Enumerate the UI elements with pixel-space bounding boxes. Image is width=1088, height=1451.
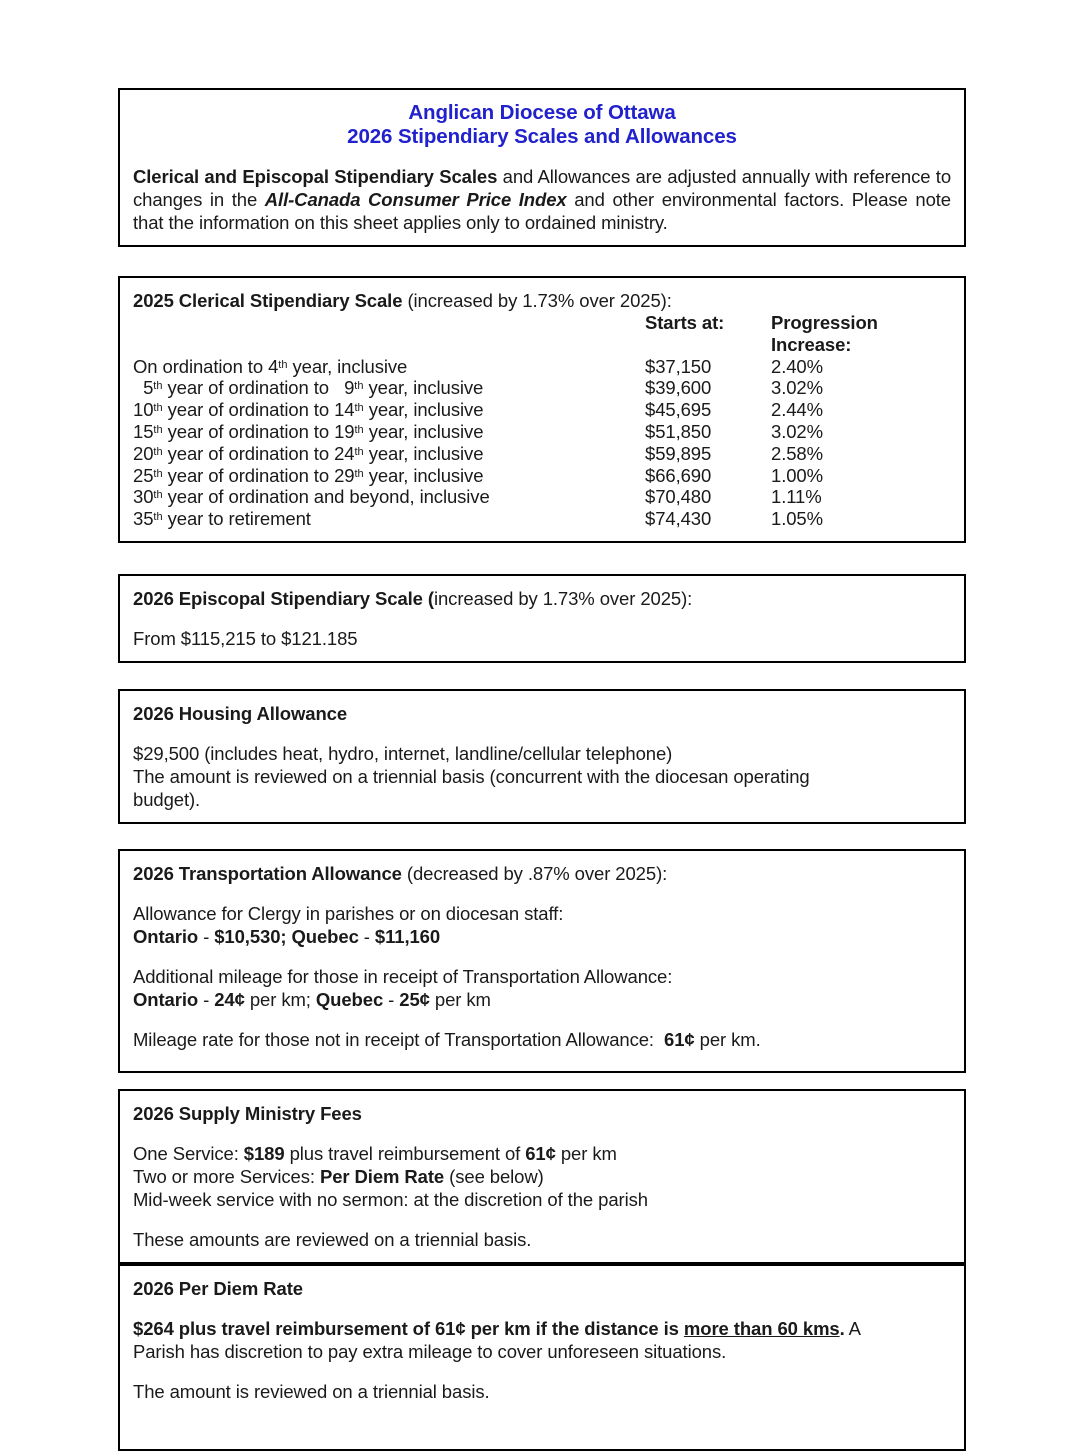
row-starts-at: $59,895 — [645, 442, 712, 464]
col-header-starts-at: Starts at: — [645, 312, 725, 333]
row-label: 5th year of ordination to 9th year, inclusive — [133, 377, 484, 399]
one-service-line: One Service: $189 plus travel reimbursement of 61¢ per km — [133, 1142, 617, 1164]
table-row — [133, 508, 951, 530]
row-starts-at: $37,150 — [645, 355, 712, 377]
row-label: 20th year of ordination to 24th year, inclusive — [133, 442, 484, 464]
table-row — [133, 443, 951, 465]
episcopal-scale-range: From $115,215 to $121.185 — [133, 627, 358, 649]
table-row — [133, 377, 951, 399]
row-label: 25th year of ordination to 29th year, inclusive — [133, 464, 484, 486]
per-diem-heading: 2026 Per Diem Rate — [133, 1277, 303, 1299]
clergy-allowance-amounts: Ontario - $10,530; Quebec - $11,160 — [133, 925, 441, 947]
transportation-allowance-box — [118, 849, 966, 1073]
housing-allowance-details: $29,500 (includes heat, hydro, internet, landline/cellular telephone) The amount is reviewed on a triennial basis (concurrent with the diocesan operating budget). — [133, 742, 810, 810]
row-starts-at: $74,430 — [645, 508, 712, 530]
row-progression-increase: 2.44% — [771, 399, 823, 421]
row-starts-at: $70,480 — [645, 486, 712, 508]
table-row — [133, 399, 951, 421]
supply-fees-heading: 2026 Supply Ministry Fees — [133, 1102, 362, 1124]
two-services-line: Two or more Services: Per Diem Rate (see below) — [133, 1165, 544, 1187]
clerical-scale-heading: 2025 Clerical Stipendiary Scale (increased by 1.73% over 2025): — [133, 290, 672, 311]
additional-mileage-label: Additional mileage for those in receipt of Transportation Allowance: — [133, 965, 673, 987]
supply-ministry-fees-box — [118, 1089, 966, 1264]
housing-allowance-box — [118, 689, 966, 824]
table-row — [133, 421, 951, 443]
clerical-scale-table — [133, 312, 951, 530]
row-progression-increase: 3.02% — [771, 420, 823, 442]
table-row — [133, 356, 951, 378]
row-progression-increase: 2.58% — [771, 442, 823, 464]
doc-title-line1: Anglican Diocese of Ottawa — [408, 101, 676, 124]
row-label: 10th year of ordination to 14th year, inclusive — [133, 399, 484, 421]
housing-allowance-heading: 2026 Housing Allowance — [133, 702, 348, 724]
clerical-scale-box — [118, 276, 966, 543]
per-diem-details: $264 plus travel reimbursement of 61¢ per km if the distance is more than 60 kms. A Parish has discretion to pay extra mileage to cover unforeseen situations. — [133, 1317, 861, 1362]
table-body — [133, 356, 951, 530]
row-progression-increase: 1.11% — [771, 486, 822, 508]
episcopal-scale-heading: 2026 Episcopal Stipendiary Scale (increased by 1.73% over 2025): — [133, 587, 693, 609]
row-progression-increase: 2.40% — [771, 355, 823, 377]
row-progression-increase: 3.02% — [771, 377, 823, 399]
row-label: 15th year of ordination to 19th year, inclusive — [133, 420, 484, 442]
mileage-rate-line: Mileage rate for those not in receipt of Transportation Allowance: 61¢ per km. — [133, 1028, 761, 1050]
intro-paragraph: Clerical and Episcopal Stipendiary Scales and Allowances are adjusted annually with reference to changes in the All-Canada Consumer Price Index and other environmental factors. Please note that the information on this sheet applies only to ordained ministry. — [133, 166, 952, 233]
row-label: 30th year of ordination and beyond, inclusive — [133, 486, 490, 508]
header-box — [118, 88, 966, 247]
midweek-service-line: Mid-week service with no sermon: at the discretion of the parish — [133, 1188, 648, 1210]
additional-mileage-amounts: Ontario - 24¢ per km; Quebec - 25¢ per km — [133, 988, 491, 1010]
row-progression-increase: 1.05% — [771, 508, 823, 530]
row-starts-at: $45,695 — [645, 399, 712, 421]
supply-review-line: These amounts are reviewed on a triennial basis. — [133, 1228, 532, 1250]
row-starts-at: $66,690 — [645, 464, 712, 486]
doc-title-line2: 2026 Stipendiary Scales and Allowances — [347, 125, 737, 148]
per-diem-rate-box — [118, 1264, 966, 1451]
table-row — [133, 465, 951, 487]
row-progression-increase: 1.00% — [771, 464, 823, 486]
row-label: On ordination to 4th year, inclusive — [133, 355, 408, 377]
transportation-allowance-heading: 2026 Transportation Allowance (decreased by .87% over 2025): — [133, 862, 668, 884]
episcopal-scale-box — [118, 574, 966, 663]
col-spacer — [133, 312, 645, 356]
row-label: 35th year to retirement — [133, 508, 311, 530]
clergy-allowance-label: Allowance for Clergy in parishes or on diocesan staff: — [133, 902, 564, 924]
table-header-row — [133, 312, 951, 356]
per-diem-review-line: The amount is reviewed on a triennial basis. — [133, 1380, 490, 1402]
row-starts-at: $39,600 — [645, 377, 712, 399]
row-starts-at: $51,850 — [645, 420, 712, 442]
col-header-progression-increase: Progression Increase: — [771, 312, 883, 355]
table-row — [133, 486, 951, 508]
